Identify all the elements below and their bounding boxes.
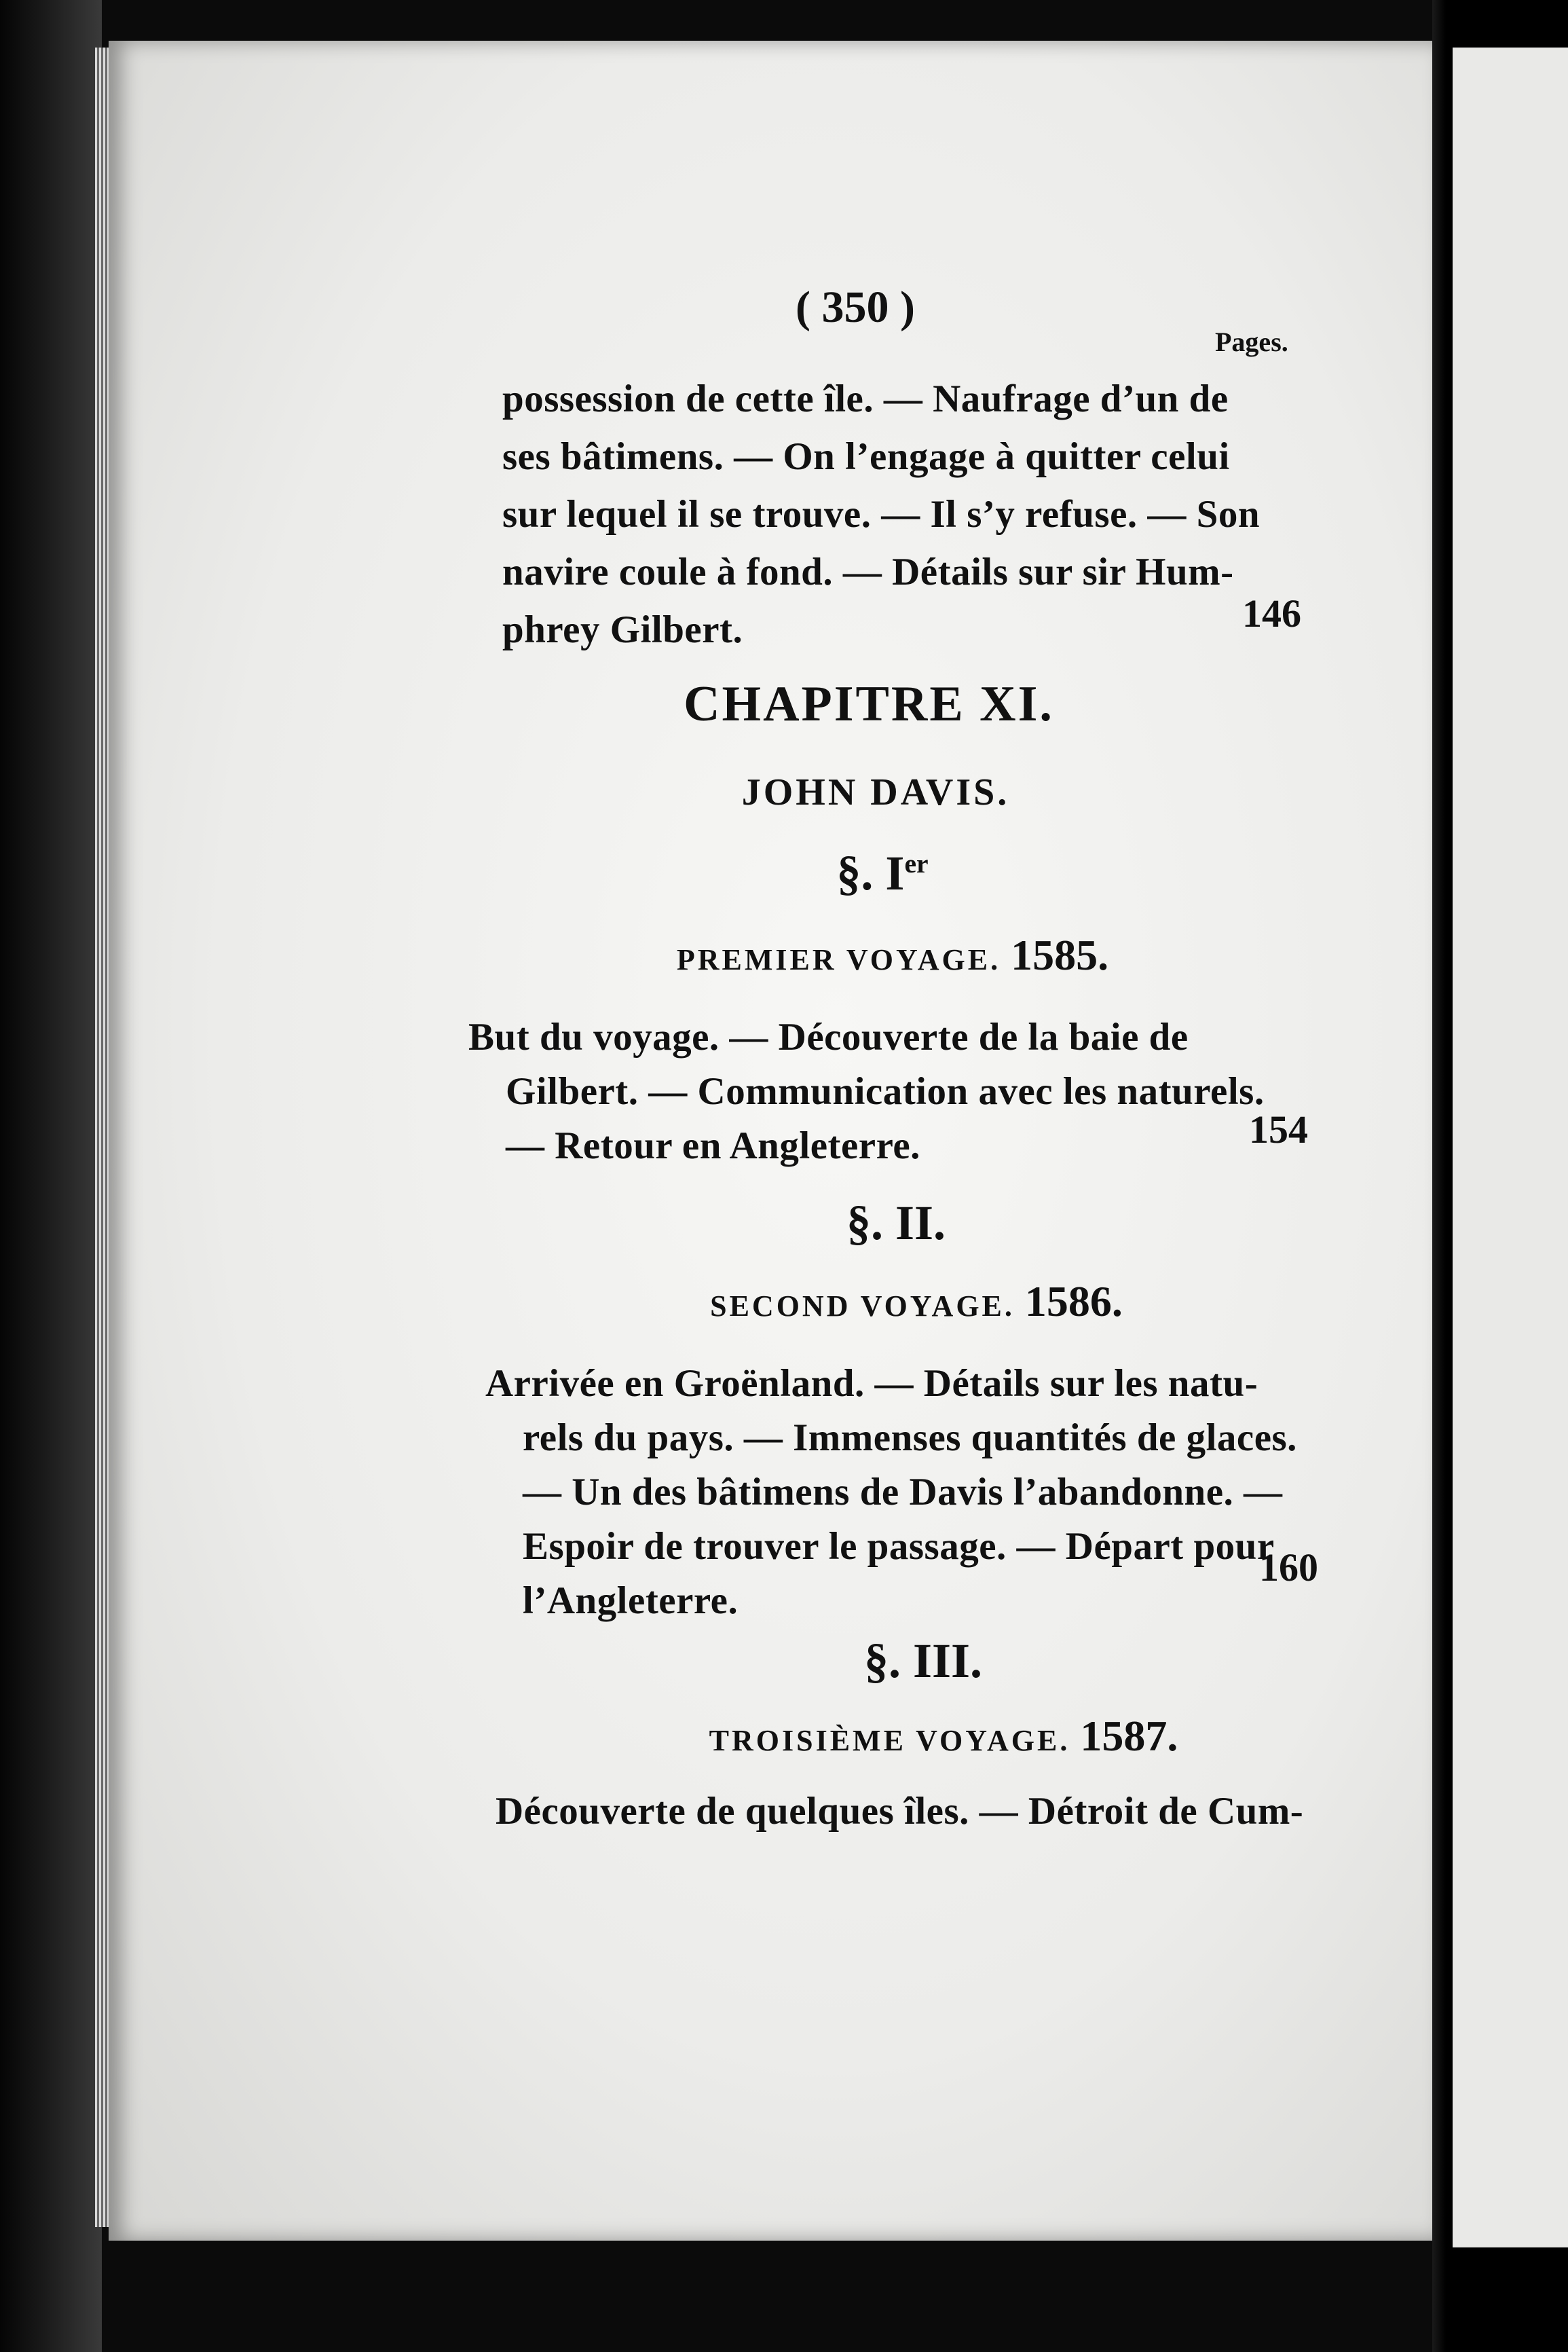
section-mark: §. III. bbox=[863, 1634, 983, 1688]
entry-line: ses bâtimens. — On l’engage à quitter celui bbox=[502, 435, 1230, 478]
scan-left-border bbox=[0, 0, 102, 2352]
entry-line: phrey Gilbert. bbox=[502, 608, 743, 651]
entry-line: possession de cette île. — Naufrage d’un de bbox=[502, 378, 1229, 420]
entry-line: — Retour en Angleterre. bbox=[506, 1124, 920, 1167]
entry-line: Découverte de quelques îles. — Détroit de Cum- bbox=[496, 1790, 1304, 1833]
facing-page-edge bbox=[1453, 48, 1568, 2247]
entry-line: Gilbert. — Communication avec les naturels. bbox=[506, 1070, 1265, 1113]
pages-column-label: Pages. bbox=[1215, 327, 1288, 357]
entry-line: l’Angleterre. bbox=[523, 1579, 739, 1622]
voyage-heading: PREMIER VOYAGE. 1585. bbox=[676, 931, 1109, 979]
page-number: ( 350 ) bbox=[796, 282, 915, 332]
scan-right-border bbox=[1432, 0, 1568, 2352]
entry-line: Espoir de trouver le passage. — Départ pour bbox=[523, 1525, 1275, 1568]
voyage-heading: TROISIÈME VOYAGE. 1587. bbox=[709, 1712, 1178, 1760]
chapter-title: CHAPITRE XI. bbox=[684, 676, 1054, 732]
entry-line: rels du pays. — Immenses quantités de glaces. bbox=[523, 1416, 1297, 1459]
entry-page-number: 154 bbox=[1249, 1107, 1308, 1152]
entry-line: — Un des bâtimens de Davis l’abandonne. — bbox=[523, 1471, 1283, 1513]
entry-line: sur lequel il se trouve. — Il s’y refuse. — Son bbox=[502, 493, 1261, 536]
entry-line: Arrivée en Groënland. — Détails sur les natu- bbox=[485, 1362, 1258, 1405]
entry-page-number: 160 bbox=[1259, 1545, 1318, 1590]
voyage-heading: SECOND VOYAGE. 1586. bbox=[710, 1277, 1123, 1325]
section-mark: §. Ier bbox=[836, 846, 929, 900]
entry-page-number: 146 bbox=[1242, 591, 1301, 636]
book-page bbox=[109, 41, 1432, 2241]
chapter-subject: JOHN DAVIS. bbox=[741, 771, 1010, 813]
entry-line: navire coule à fond. — Détails sur sir Hum- bbox=[502, 551, 1234, 593]
section-mark: §. II. bbox=[846, 1196, 946, 1250]
entry-line: But du voyage. — Découverte de la baie de bbox=[468, 1016, 1189, 1059]
